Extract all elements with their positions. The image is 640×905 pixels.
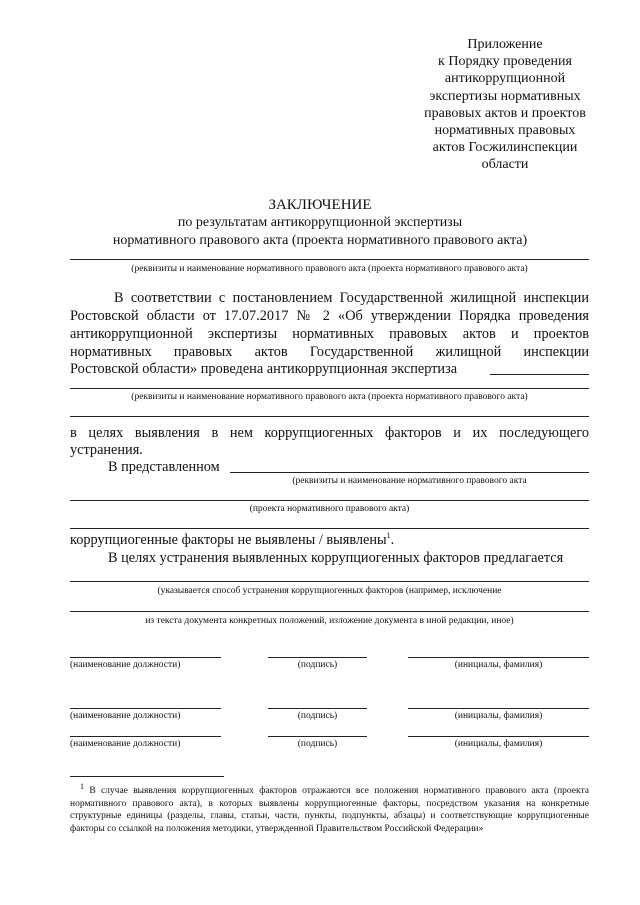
fill-line-requisites[interactable] [70,259,589,260]
factors-statement [70,531,394,549]
signature-position-caption: (наименование должности) [70,739,181,749]
body-line-4: нормативных правовых актов Государственной жилищной инспекции [70,344,589,360]
signature-sign-caption: (подпись) [297,711,338,721]
appendix-line: Приложение [467,37,543,52]
signature-line-position[interactable] [70,708,221,709]
signature-name-caption: (инициалы, фамилия) [454,711,543,721]
caption-requisites: (реквизиты и наименование нормативного правового акта (проекта нормативного правового акта) [131,264,528,274]
purpose-line-2: устранения. [70,442,143,458]
caption-draft-act: (проекта нормативного правового акта) [249,504,410,514]
signature-line-sign[interactable] [268,736,367,737]
document-subtitle-2: нормативного правового акта (проекта нормативного правового акта) [112,233,528,248]
signature-sign-caption: (подпись) [297,739,338,749]
signature-line-position[interactable] [70,736,221,737]
fill-line-draft-2[interactable] [70,528,589,529]
signature-position-caption: (наименование должности) [70,711,181,721]
body-line-2: Ростовской области от 17.07.2017 № 2 «Об утверждении Порядка проведения [70,308,589,324]
fill-line-method-1[interactable] [70,581,589,582]
signature-line-sign[interactable] [268,657,367,658]
signature-line-position[interactable] [70,657,221,658]
fill-line-requisites-2[interactable] [70,388,589,389]
signature-line-name[interactable] [408,736,589,737]
appendix-line: актов Госжилинспекции [432,140,578,156]
appendix-line: экспертизы нормативных [429,88,581,104]
footnote-mark: 1 [80,782,84,791]
purpose-line-1: в целях выявления в нем коррупциогенных факторов и их последующего [70,425,589,441]
appendix-line: области [481,157,529,173]
footnote-text: В случае выявления коррупциогенных факторов отражаются все положения нормативного правового акта (проекта нормативного правового акта), в которых выявлены коррупциогенные факторы, посредством указания на конкретные структурные единицы (разделы, главы, статьи, части, пункты, подпункты, абзацы) и соответствующие коррупциогенные факторы со ссылкой на положения методики, утвержденной Правительством Российской Федерации» [70,786,589,834]
body-line-1: В соответствии с постановлением Государственной жилищной инспекции [114,290,589,306]
signature-name-caption: (инициалы, фамилия) [454,739,543,749]
footnote-ref: 1 [386,531,391,540]
fill-line-expertise[interactable] [490,374,589,375]
signature-name-caption: (инициалы, фамилия) [454,660,543,670]
appendix-block [405,36,605,174]
appendix-line: правовых актов и проектов [424,105,586,121]
caption-method-1: (указывается способ устранения коррупциогенных факторов (например, исключение [157,586,502,596]
fill-line-method-2[interactable] [70,611,589,612]
signature-position-caption: (наименование должности) [70,660,181,670]
appendix-line: нормативных правовых [434,123,576,139]
footnote [70,781,589,836]
signature-line-name[interactable] [408,657,589,658]
appendix-line: к Порядку проведения [438,54,572,70]
signature-line-name[interactable] [408,708,589,709]
caption-requisites-act: (реквизиты и наименование нормативного правового акта [292,476,527,486]
caption-requisites-2: (реквизиты и наименование нормативного правового акта (проекта нормативного правового акта) [131,392,528,402]
signature-line-sign[interactable] [268,708,367,709]
factors-text: коррупциогенные факторы не выявлены / выявлены [70,531,387,548]
body-line-3: антикоррупционной экспертизы нормативных правовых актов и проектов [70,326,589,342]
footnote-separator [70,776,224,777]
elimination-statement: В целях устранения выявленных коррупциогенных факторов предлагается [108,550,564,566]
body-line-5: Ростовской области» проведена антикоррупционная экспертиза [70,361,458,377]
factors-end: . [390,531,395,548]
fill-line-draft[interactable] [70,500,589,501]
presented-label: В представленном [108,459,220,475]
signature-sign-caption: (подпись) [297,660,338,670]
document-title: ЗАКЛЮЧЕНИЕ [268,197,372,213]
fill-line-presented[interactable] [230,472,589,473]
appendix-line: антикоррупционной [444,71,566,87]
document-subtitle-1: по результатам антикоррупционной экспертизы [177,215,463,230]
caption-method-2: из текста документа конкретных положений, изложение документа в иной редакции, иное) [145,616,514,626]
fill-line-requisites-3[interactable] [70,416,589,417]
